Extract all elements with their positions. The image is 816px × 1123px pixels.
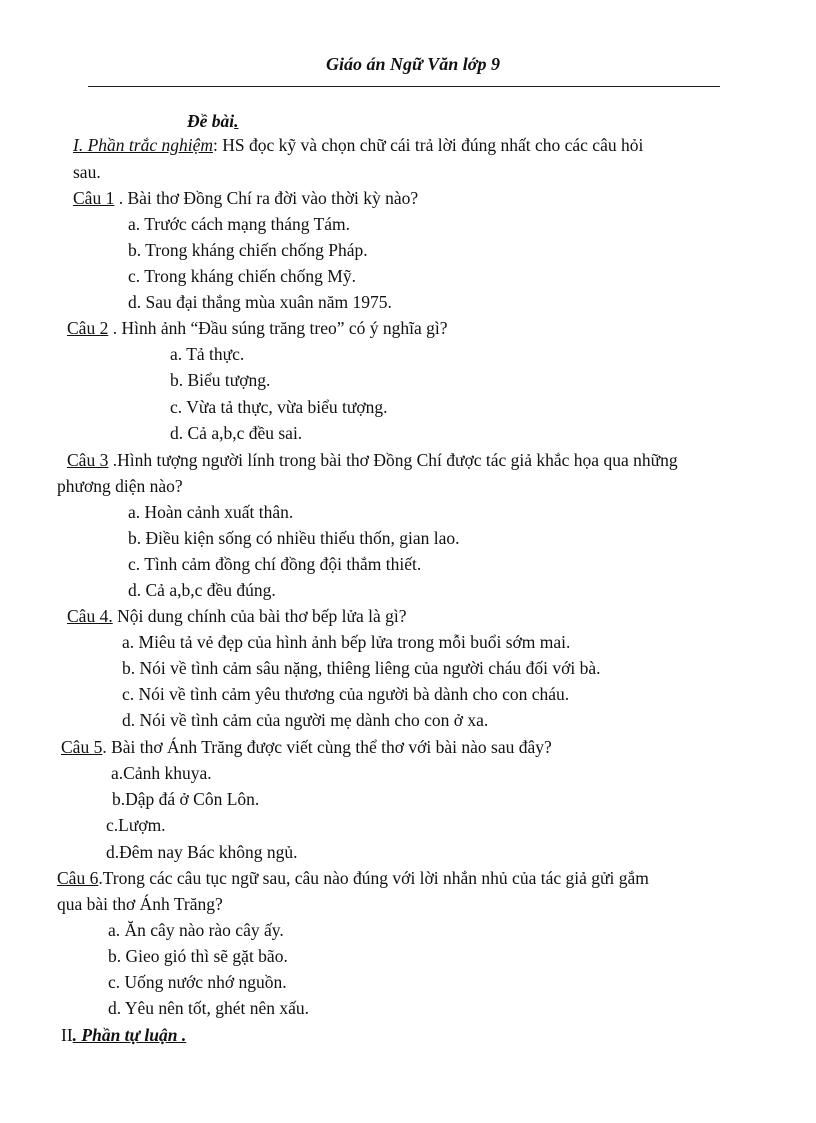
q3-option-c: c. Tình cảm đồng chí đồng đội thắm thiết. [128,554,422,574]
q6-option-b: b. Gieo gió thì sẽ gặt bão. [108,946,288,966]
question-1-text: . Bài thơ Đồng Chí ra đời vào thời kỳ nào? [114,188,419,208]
question-2-label: Câu 2 [67,318,109,338]
q1-option-c: c. Trong kháng chiến chống Mỹ. [128,266,356,286]
q2-option-a: a. Tả thực. [170,344,245,364]
q4-option-c: c. Nói về tình cảm yêu thương của người bà dành cho con cháu. [122,684,570,704]
part1-heading-line [73,134,643,156]
header-title: Giáo án Ngữ Văn lớp 9 [326,54,500,74]
question-1-label: Câu 1 [73,188,115,208]
q6-option-c: c. Uống nước nhớ nguồn. [108,972,287,992]
question-4-label: Câu 4. [67,606,113,626]
q1-option-a: a. Trước cách mạng tháng Tám. [128,214,351,234]
question-6-label: Câu 6 [57,868,99,888]
q1-option-d: d. Sau đại thắng mùa xuân năm 1975. [128,292,392,312]
question-3-label: Câu 3 [67,450,109,470]
q2-option-d: d. Cả a,b,c đều sai. [170,423,303,443]
part1-instruction-cont: sau. [73,162,101,182]
question-5-label: Câu 5 [61,737,103,757]
header-divider [88,86,720,87]
question-5 [61,736,552,758]
exam-heading: Đề bài. [187,111,239,131]
question-5-text: . Bài thơ Ánh Trăng được viết cùng thể thơ với bài nào sau đây? [102,737,552,757]
part2-prefix: II [61,1025,73,1045]
part2-label: . Phần tự luận . [72,1025,187,1045]
q2-option-b: b. Biểu tượng. [170,370,271,390]
part1-label: I. Phần trắc nghiệm [73,135,213,155]
q4-option-a: a. Miêu tả vẻ đẹp của hình ảnh bếp lửa trong mỗi buổi sớm mai. [122,632,571,652]
question-6 [57,867,649,889]
question-4 [67,605,407,627]
q1-option-b: b. Trong kháng chiến chống Pháp. [128,240,368,260]
part1-instruction: : HS đọc kỹ và chọn chữ cái trả lời đúng nhất cho các câu hỏi [212,135,644,155]
question-2 [67,317,448,339]
question-1 [73,187,418,209]
q5-option-b: b.Dập đá ở Côn Lôn. [112,789,260,809]
q6-option-d: d. Yêu nên tốt, ghét nên xấu. [108,998,310,1018]
q4-option-b: b. Nói về tình cảm sâu nặng, thiêng liêng của người cháu đối với bà. [122,658,601,678]
part2-heading [61,1024,186,1046]
q5-option-a: a.Cảnh khuya. [111,763,212,783]
q3-option-a: a. Hoàn cảnh xuất thân. [128,502,294,522]
q6-option-a: a. Ăn cây nào rào cây ấy. [108,920,284,940]
question-4-text: Nội dung chính của bài thơ bếp lửa là gì? [112,606,407,626]
question-6-text-cont: qua bài thơ Ánh Trăng? [57,894,223,914]
q2-option-c: c. Vừa tả thực, vừa biểu tượng. [170,397,388,417]
q5-option-c: c.Lượm. [106,815,166,835]
question-2-text: . Hình ảnh “Đầu súng trăng treo” có ý nghĩa gì? [108,318,448,338]
q4-option-d: d. Nói về tình cảm của người mẹ dành cho con ở xa. [122,710,489,730]
q3-option-b: b. Điều kiện sống có nhiều thiếu thốn, gian lao. [128,528,460,548]
question-3 [67,449,678,471]
q5-option-d: d.Đêm nay Bác không ngủ. [106,842,298,862]
q3-option-d: d. Cả a,b,c đều đúng. [128,580,276,600]
question-6-text: .Trong các câu tục ngữ sau, câu nào đúng với lời nhắn nhủ của tác giả gửi gắm [98,868,649,888]
question-3-text-cont: phương diện nào? [57,476,183,496]
question-3-text: .Hình tượng người lính trong bài thơ Đồng Chí được tác giả khắc họa qua những [108,450,678,470]
